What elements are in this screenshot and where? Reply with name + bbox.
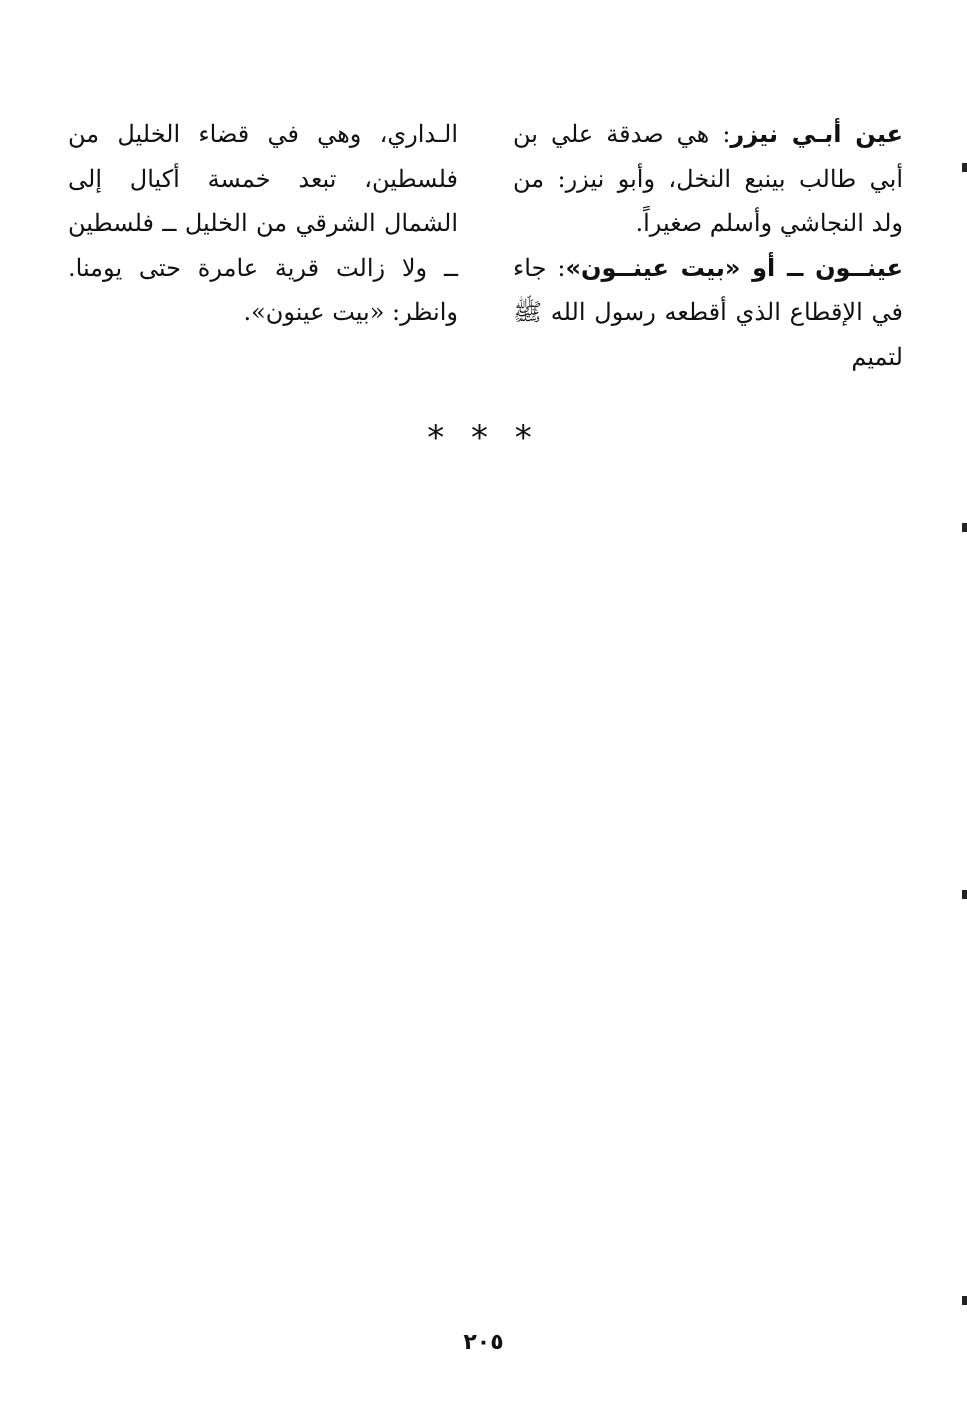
entry-continuation: الـداري، وهي في قضاء الخليل من فلسطين، تبعد خمسة أكيال إلى الشمال الشرقي من الخليل ــ فلسطين ــ ولا زالت قرية عامرة حتى يومنا. وانظر: «بيت عينون». (68, 120, 458, 326)
edge-mark (962, 163, 967, 172)
entry-ain-abi-nayzar (513, 112, 903, 246)
left-column (68, 112, 458, 335)
entry-text: : جاء في الإقطاع الذي أقطعه رسول الله ﷺ لتميم (513, 253, 903, 371)
entry-term: عين أبـي نيزر (730, 120, 904, 148)
right-column (513, 112, 903, 379)
edge-mark (962, 523, 967, 532)
edge-mark (962, 1296, 967, 1305)
page-number: ٢٠٥ (463, 1330, 504, 1355)
entry-aynun (513, 246, 903, 380)
entry-term: عينــون ــ أو «بيت عينــون» (565, 253, 903, 282)
section-divider: * * * (427, 418, 540, 458)
entry-text: : هي صدقة علي بن أبي طالب بينبع النخل، وأبو نيزر: من ولد النجاشي وأسلم صغيراً. (513, 120, 903, 237)
edge-mark (962, 890, 967, 899)
